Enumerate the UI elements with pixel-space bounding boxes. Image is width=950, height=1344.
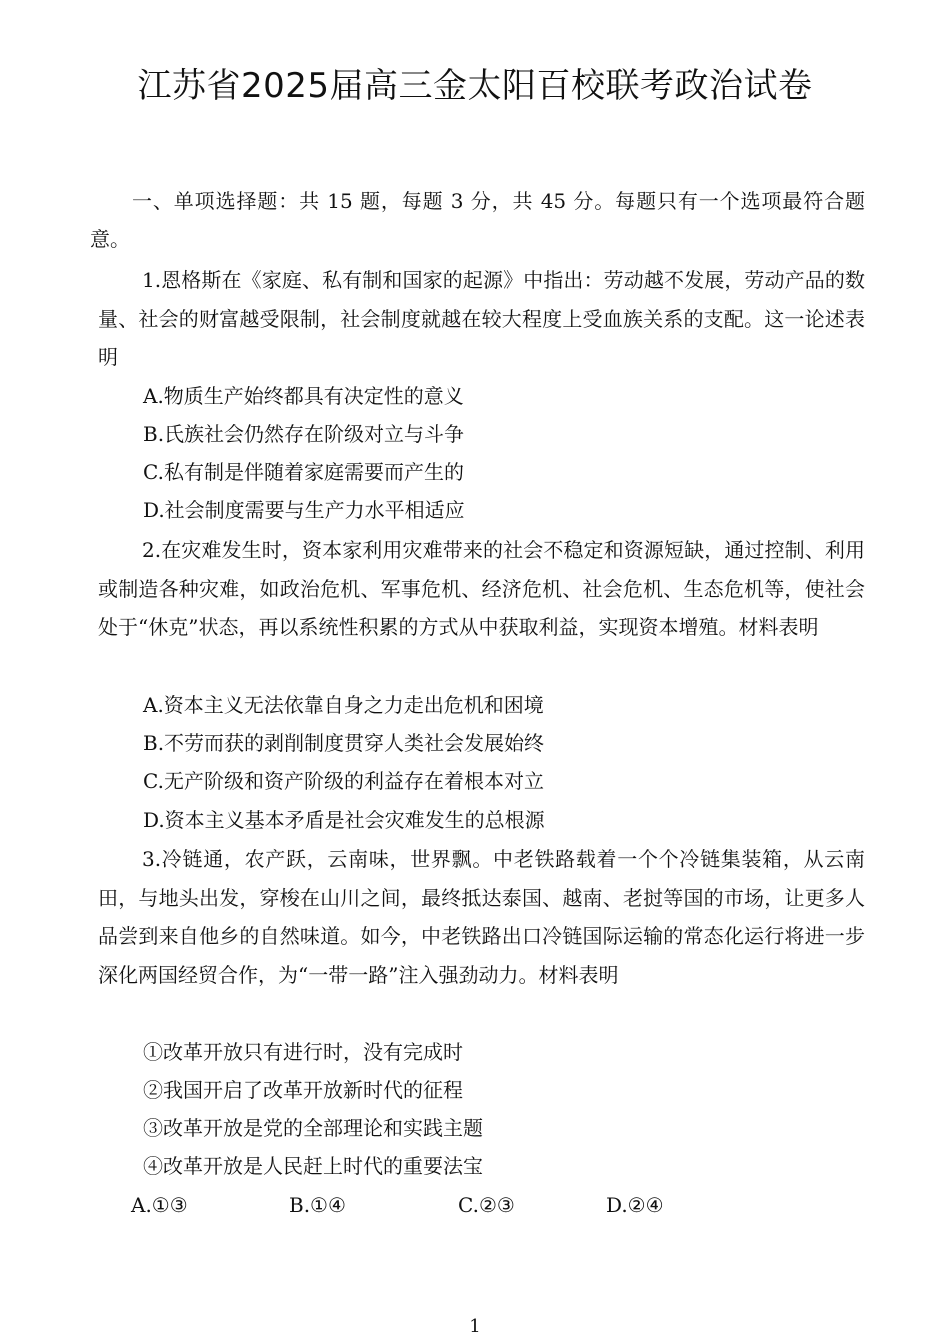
question-1-option-c: C.私有制是伴随着家庭需要而产生的 [143,460,464,484]
question-1-option-d: D.社会制度需要与生产力水平相适应 [143,498,465,522]
question-2-stem: 2.在灾难发生时，资本家利用灾难带来的社会不稳定和资源短缺，通过控制、利用或制造各种灾难，如政治危机、军事危机、经济危机、社会危机、生态危机等，使社会处于“休克”状态，再以系统性积累的方式从中获取利益，实现资本增殖。材料表明 [98,538,865,639]
question-3-choice-d: D.②④ [606,1193,664,1217]
question-3-statement-3: ③改革开放是党的全部理论和实践主题 [143,1116,483,1140]
question-3-statement-1: ①改革开放只有进行时，没有完成时 [143,1040,463,1064]
question-2-option-c: C.无产阶级和资产阶级的利益存在着根本对立 [143,769,544,793]
exam-title: 江苏省2025届高三金太阳百校联考政治试卷 [137,66,813,106]
question-3-choice-a: A.①③ [131,1193,188,1217]
question-3-statement-4: ④改革开放是人民赶上时代的重要法宝 [143,1154,483,1178]
question-2-option-a: A.资本主义无法依靠自身之力走出危机和困境 [143,693,544,717]
question-3-stem: 3.冷链通，农产跃，云南味，世界飘。中老铁路载着一个个冷链集装箱，从云南田，与地头出发，穿梭在山川之间，最终抵达泰国、越南、老挝等国的市场，让更多人品尝到来自他乡的自然味道。如今，中老铁路出口冷链国际运输的常态化运行将进一步深化两国经贸合作，为“一带一路”注入强劲动力。材料表明 [98,847,865,987]
question-2-option-b: B.不劳而获的剥削制度贯穿人类社会发展始终 [143,731,545,755]
question-1-option-a: A.物质生产始终都具有决定性的意义 [143,384,464,408]
question-1-option-b: B.氏族社会仍然存在阶级对立与斗争 [143,422,465,446]
question-1-stem: 1.恩格斯在《家庭、私有制和国家的起源》中指出：劳动越不发展，劳动产品的数量、社会的财富越受限制，社会制度就越在较大程度上受血族关系的支配。这一论述表明 [98,268,865,369]
section-heading: 一、单项选择题：共 15 题，每题 3 分，共 45 分。每题只有一个选项最符合题意。 [90,189,865,251]
page-number: 1 [469,1316,481,1337]
question-3-choice-b: B.①④ [289,1193,346,1217]
question-3-choice-c: C.②③ [458,1193,515,1217]
question-3-statement-2: ②我国开启了改革开放新时代的征程 [143,1078,463,1102]
question-2-option-d: D.资本主义基本矛盾是社会灾难发生的总根源 [143,808,545,832]
